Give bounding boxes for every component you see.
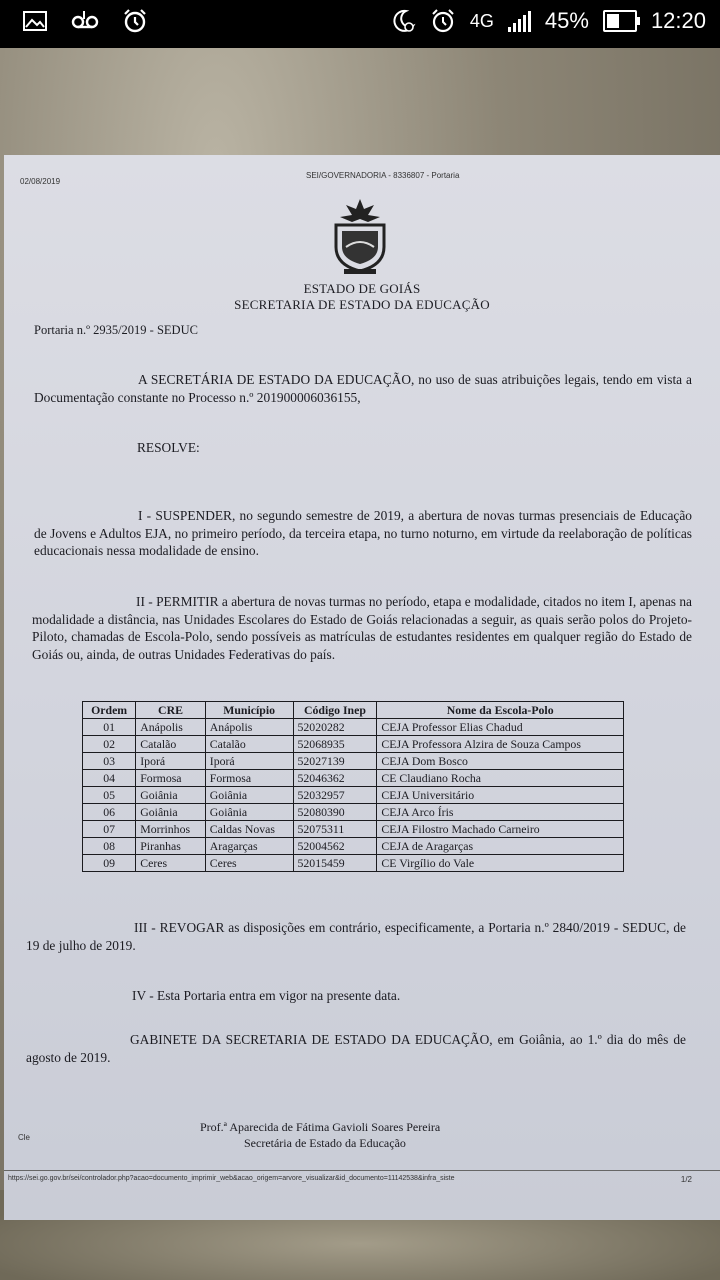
item-4-vigor: IV - Esta Portaria entra em vigor na presente data.: [132, 988, 401, 1003]
table-row: [83, 753, 624, 770]
item-2-permitir: II - PERMITIR a abertura de novas turmas no período, etapa e modalidade, citados no item I, apenas na modalidade a distância, nas Unidades Escolares do Estado de Goiás relacionadas a seguir, as quais serão polos do Projeto-Piloto, chamadas de Escola-Polo, sendo possíveis as matrículas de estudantes residentes em qualquer região do Estado de Goiás ou, ainda, de outras Unidades Federativas do país.: [32, 594, 692, 662]
cell-municipio: Formosa: [205, 770, 293, 787]
cell-municipio: Caldas Novas: [205, 821, 293, 838]
do-not-disturb-moon-icon: [390, 8, 416, 34]
status-bar: [0, 0, 720, 48]
table-row: [83, 787, 624, 804]
cell-codigo-inep: 52080390: [293, 804, 377, 821]
cell-ordem: 05: [83, 787, 136, 804]
table-row: [83, 770, 624, 787]
table-row: [83, 736, 624, 753]
cell-nome-escola: CEJA Filostro Machado Carneiro: [377, 821, 624, 838]
cell-ordem: 07: [83, 821, 136, 838]
cell-municipio: Ceres: [205, 855, 293, 872]
cell-municipio: Catalão: [205, 736, 293, 753]
cell-cre: Catalão: [136, 736, 206, 753]
cell-codigo-inep: 52068935: [293, 736, 377, 753]
cell-nome-escola: CEJA Universitário: [377, 787, 624, 804]
signatory-name: Prof.ª Aparecida de Fátima Gavioli Soares Pereira: [200, 1120, 441, 1134]
cell-codigo-inep: 52020282: [293, 719, 377, 736]
battery-icon: [603, 10, 637, 32]
table-row: [83, 821, 624, 838]
alarm-icon: [430, 8, 456, 34]
table-row: [83, 719, 624, 736]
cell-cre: Goiânia: [136, 787, 206, 804]
footer-divider: [4, 1170, 720, 1171]
cell-codigo-inep: 52015459: [293, 855, 377, 872]
cell-municipio: Goiânia: [205, 804, 293, 821]
cell-nome-escola: CEJA Professor Elias Chadud: [377, 719, 624, 736]
cell-cre: Formosa: [136, 770, 206, 787]
cell-ordem: 06: [83, 804, 136, 821]
col-nome-escola-header: Nome da Escola-Polo: [377, 702, 624, 719]
cell-cre: Iporá: [136, 753, 206, 770]
cell-codigo-inep: 52004562: [293, 838, 377, 855]
cell-ordem: 08: [83, 838, 136, 855]
header-date: 02/08/2019: [20, 177, 61, 186]
cell-nome-escola: CEJA de Aragarças: [377, 838, 624, 855]
cell-municipio: Anápolis: [205, 719, 293, 736]
cell-ordem: 04: [83, 770, 136, 787]
table-row: [83, 838, 624, 855]
cell-municipio: Aragarças: [205, 838, 293, 855]
cell-nome-escola: CEJA Arco Íris: [377, 804, 624, 821]
cell-codigo-inep: 52027139: [293, 753, 377, 770]
table-row: [83, 855, 624, 872]
table-row: [83, 804, 624, 821]
battery-percent: 45%: [544, 8, 589, 33]
footer-url: https://sei.go.gov.br/sei/controlador.php?acao=documento_imprimir_web&acao_origem=arvore_visualizar&id_documento=11142538&infra_siste: [8, 1175, 455, 1182]
cell-ordem: 02: [83, 736, 136, 753]
header-reference: SEI/GOVERNADORIA - 8336807 - Portaria: [306, 171, 460, 180]
escolas-polo-table: [82, 701, 624, 872]
cell-cre: Ceres: [136, 855, 206, 872]
cell-codigo-inep: 52075311: [293, 821, 377, 838]
margin-note: Cle: [18, 1133, 31, 1142]
coat-of-arms-icon: [326, 195, 394, 277]
cell-codigo-inep: 52046362: [293, 770, 377, 787]
portaria-number: Portaria n.º 2935/2019 - SEDUC: [34, 323, 198, 337]
cell-nome-escola: CE Virgílio do Vale: [377, 855, 624, 872]
gallery-icon: [22, 8, 48, 34]
cell-municipio: Iporá: [205, 753, 293, 770]
cell-ordem: 03: [83, 753, 136, 770]
alarm-icon: [122, 8, 148, 34]
cell-cre: Morrinhos: [136, 821, 206, 838]
cell-nome-escola: CEJA Dom Bosco: [377, 753, 624, 770]
state-name: ESTADO DE GOIÁS: [303, 281, 421, 296]
col-municipio-header: Município: [205, 702, 293, 719]
table-header-row: [83, 702, 624, 719]
cell-nome-escola: CEJA Professora Alzira de Souza Campos: [377, 736, 624, 753]
item-1-suspender: I - SUSPENDER, no segundo semestre de 2019, a abertura de novas turmas presenciais de Educação de Jovens e Adultos EJA, no primeiro período, da terceira etapa, no turno noturno, em virtude da reelaboração de políticas educacionais nessa modalidade de ensino.: [34, 508, 692, 558]
clock: 12:20: [650, 8, 706, 33]
item-3-revogar: III - REVOGAR as disposições em contrário, especificamente, a Portaria n.º 2840/2019 - SEDUC, de 19 de julho de 2019.: [26, 920, 686, 953]
cell-cre: Anápolis: [136, 719, 206, 736]
col-cre-header: CRE: [136, 702, 206, 719]
col-ordem-header: Ordem: [83, 702, 136, 719]
cell-municipio: Goiânia: [205, 787, 293, 804]
cell-codigo-inep: 52032957: [293, 787, 377, 804]
resolve-heading: RESOLVE:: [137, 440, 200, 455]
voicemail-icon: [70, 8, 100, 34]
col-codigo-inep-header: Código Inep: [293, 702, 377, 719]
signatory-title: Secretária de Estado da Educação: [244, 1136, 406, 1150]
preamble: A SECRETÁRIA DE ESTADO DA EDUCAÇÃO, no uso de suas atribuições legais, tendo em vista a Documentação constante no Processo n.º 201900006036155,: [34, 372, 692, 405]
secretariat-name: SECRETARIA DE ESTADO DA EDUCAÇÃO: [234, 297, 490, 312]
cell-ordem: 09: [83, 855, 136, 872]
cell-cre: Piranhas: [136, 838, 206, 855]
footer-page-number: 1/2: [680, 1175, 692, 1184]
document-page: [4, 155, 720, 1220]
cell-nome-escola: CE Claudiano Rocha: [377, 770, 624, 787]
signal-icon: [508, 10, 531, 32]
cell-cre: Goiânia: [136, 804, 206, 821]
cell-ordem: 01: [83, 719, 136, 736]
closing-statement: GABINETE DA SECRETARIA DE ESTADO DA EDUCAÇÃO, em Goiânia, ao 1.º dia do mês de agosto de 2019.: [26, 1032, 686, 1065]
network-type: 4G: [469, 10, 494, 31]
